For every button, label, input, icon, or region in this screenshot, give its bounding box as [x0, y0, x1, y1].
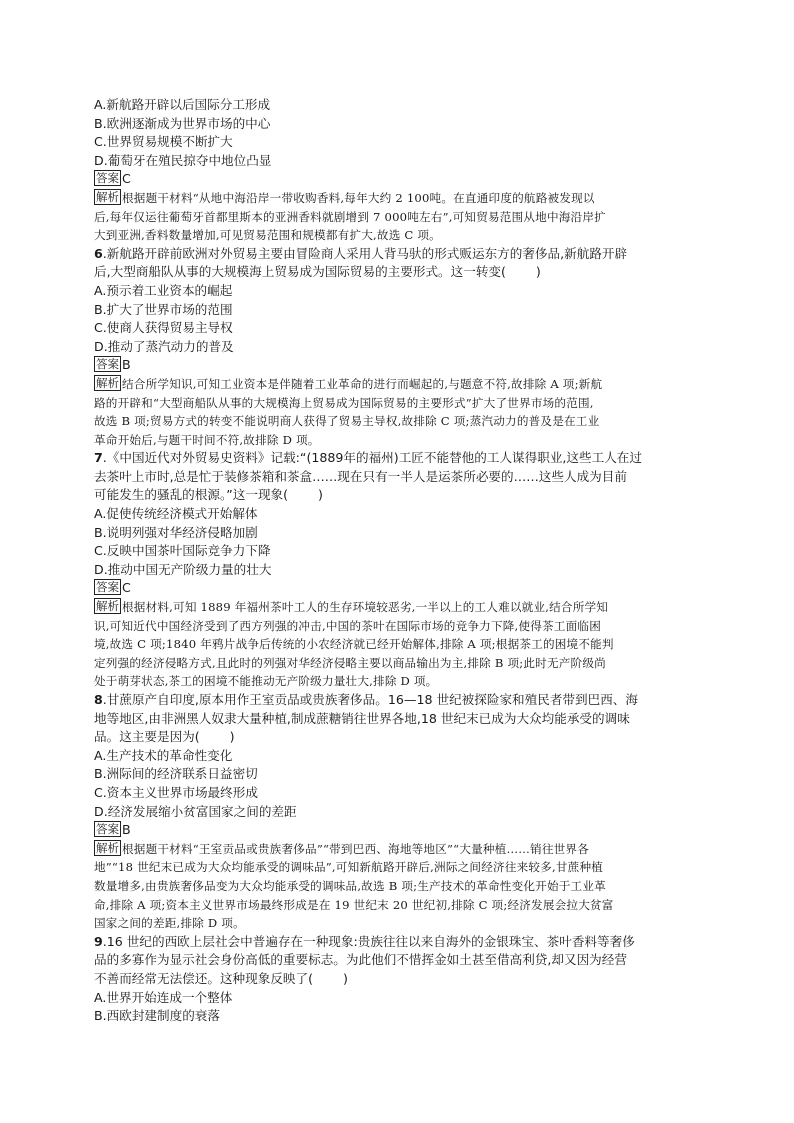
question-9	[94, 933, 706, 1026]
explanation-line: 解析 根据题干材料“从地中海沿岸一带收购香料,每年大约 2 100吨。在直通印度的航路被发现以	[96, 189, 595, 205]
explanation-line: 大到亚洲,香料数量增加,可见贸易范围和规模都有扩大,故选 C 项。	[94, 228, 441, 243]
explanation-tag: 解析	[96, 375, 119, 390]
explanation-line: 革命开始后,与题干时间不符,故排除 D 项。	[94, 432, 320, 447]
answer-tag: 答案	[96, 171, 119, 186]
question-stem: 可能发生的骚乱的根源。”这一现象( )	[94, 487, 323, 503]
option-b: B.扩大了世界市场的范围	[94, 301, 233, 317]
question-8	[94, 691, 706, 933]
answer-tag: 答案	[96, 357, 119, 372]
explanation-line: 解析 根据材料,可知 1889 年福州茶叶工人的生存环境较恶劣,一半以上的工人难以就业,结合所学知	[96, 599, 609, 615]
option-b: B.欧洲逐渐成为世界市场的中心	[94, 115, 271, 131]
explanation-line: 地”“18 世纪末已成为大众均能承受的调味品”,可知新航路开辟后,洲际之间经济往来较多,甘蔗种植	[94, 860, 604, 875]
answer-row	[94, 356, 706, 375]
question-number: 7	[94, 450, 103, 466]
explanation-line: 定列强的经济侵略方式,且此时的列强对华经济侵略主要以商品输出为主,排除 B 项;此时无产阶级尚	[94, 655, 606, 670]
option-c: C.世界贸易规模不断扩大	[94, 134, 233, 150]
answer-value: B	[122, 822, 131, 838]
answer-row	[94, 170, 706, 189]
question-stem: 不善而经常无法偿还。这种现象反映了( )	[94, 970, 348, 986]
option-d: D.推动中国无产阶级力量的壮大	[94, 561, 272, 577]
question-number: 6	[94, 245, 103, 261]
question-7	[94, 449, 706, 691]
answer-value: C	[122, 171, 131, 187]
explanation-line: 境,故选 C 项;1840 年鸦片战争后传统的小农经济就已经开始解体,排除 A 项;根据茶工的困境不能判	[94, 637, 614, 652]
explanation-line: 解析 根据题干材料“王室贡品或贵族奢侈品”“带到巴西、海地等地区”“大量种植……销往世界各	[96, 840, 590, 856]
answer-value: B	[122, 357, 131, 373]
question-stem: 品的多寡作为显示社会身份高低的重要标志。为此他们不惜挥金如土甚至借高利贷,却又因为经营	[94, 952, 627, 968]
explanation-line: 处于萌芽状态,茶工的困境不能推动无产阶级力量壮大,排除 D 项。	[94, 674, 438, 689]
question-number: 9	[94, 933, 103, 949]
explanation-line: 数量增多,由贵族奢侈品变为大众均能承受的调味品,故选 B 项;生产技术的革命性变化开始于工业革	[94, 878, 606, 893]
answer-row	[94, 821, 706, 840]
explanation-tag: 解析	[96, 840, 119, 855]
document-page	[94, 96, 706, 1026]
explanation-line: 命,排除 A 项;资本主义世界市场最终形成是在 19 世纪末 20 世纪初,排除 C 项;经济发展会拉大贫富	[94, 897, 614, 912]
answer-row	[94, 579, 706, 598]
explanation-line: 解析 结合所学知识,可知工业资本是伴随着工业革命的进行而崛起的,与题意不符,故排除 A 项;新航	[96, 375, 603, 391]
answer-value: C	[122, 580, 131, 596]
explanation-tag: 解析	[96, 189, 119, 204]
explanation-line: 路的开辟和“大型商船队从事的大规模海上贸易成为国际贸易的主要形式”扩大了世界市场的范围,	[94, 395, 594, 410]
question-6	[94, 245, 706, 450]
explanation-line: 识,可知近代中国经济受到了西方列强的冲击,中国的茶叶在国际市场的竞争力下降,使得茶工面临困	[94, 618, 601, 633]
answer-tag: 答案	[96, 580, 119, 595]
question-stem: 后,大型商船队从事的大规模海上贸易成为国际贸易的主要形式。这一转变( )	[94, 264, 541, 280]
option-d: D.推动了蒸汽动力的普及	[94, 338, 234, 354]
option-b: B.说明列强对华经济侵略加剧	[94, 524, 258, 540]
question-stem: 6.新航路开辟前欧洲对外贸易主要由冒险商人采用人背马驮的形式贩运东方的奢侈品,新航路开辟	[94, 245, 628, 261]
option-a: A.新航路开辟以后国际分工形成	[94, 97, 271, 112]
option-c: C.资本主义世界市场最终形成	[94, 784, 258, 800]
question-stem: 品。这主要是因为( )	[94, 729, 235, 745]
explanation-line: 国家之间的差距,排除 D 项。	[94, 916, 245, 931]
option-a: A.生产技术的革命性变化	[94, 747, 233, 763]
option-a: A.世界开始连成一个整体	[94, 989, 233, 1005]
option-c: C.反映中国茶叶国际竞争力下降	[94, 543, 271, 559]
option-d: D.葡萄牙在殖民掠夺中地位凸显	[94, 152, 272, 168]
explanation-line: 故选 B 项;贸易方式的转变不能说明商人获得了贸易主导权,故排除 C 项;蒸汽动力的普及是在工业	[94, 414, 600, 429]
option-c: C.使商人获得贸易主导权	[94, 320, 233, 336]
question-5	[94, 96, 706, 245]
option-d: D.经济发展缩小贫富国家之间的差距	[94, 803, 297, 819]
answer-tag: 答案	[96, 822, 119, 837]
option-a: A.促使传统经济模式开始解体	[94, 506, 258, 522]
question-stem: 地等地区,由非洲黑人奴隶大量种植,制成蔗糖销往世界各地,18 世纪末已成为大众均能承受的调味	[94, 710, 630, 726]
question-stem: 去茶叶上市时,总是忙于装修茶箱和茶盒……现在只有一半人是运茶所必要的……这些人成为目前	[94, 468, 627, 484]
question-stem: 9.16 世纪的西欧上层社会中普遍存在一种现象:贵族往往以来自海外的金银珠宝、茶叶香料等奢侈	[94, 933, 635, 949]
question-stem: 8.甘蔗原产自印度,原本用作王室贡品或贵族奢侈品。16—18 世纪被探险家和殖民者带到巴西、海	[94, 692, 638, 707]
question-stem: 7.《中国近代对外贸易史资料》记载:“(1889年的福州)工匠不能替他的工人谋得职业,这些工人在过	[94, 450, 642, 466]
option-b: B.西欧封建制度的衰落	[94, 1008, 220, 1024]
explanation-line: 后,每年仅运往葡萄牙首都里斯本的亚洲香料就剧增到 7 000吨左右”,可知贸易范围从地中海沿岸扩	[94, 209, 606, 224]
question-number: 8	[94, 692, 103, 707]
option-b: B.洲际间的经济联系日益密切	[94, 766, 258, 782]
option-a: A.预示着工业资本的崛起	[94, 282, 233, 298]
explanation-tag: 解析	[96, 599, 119, 614]
